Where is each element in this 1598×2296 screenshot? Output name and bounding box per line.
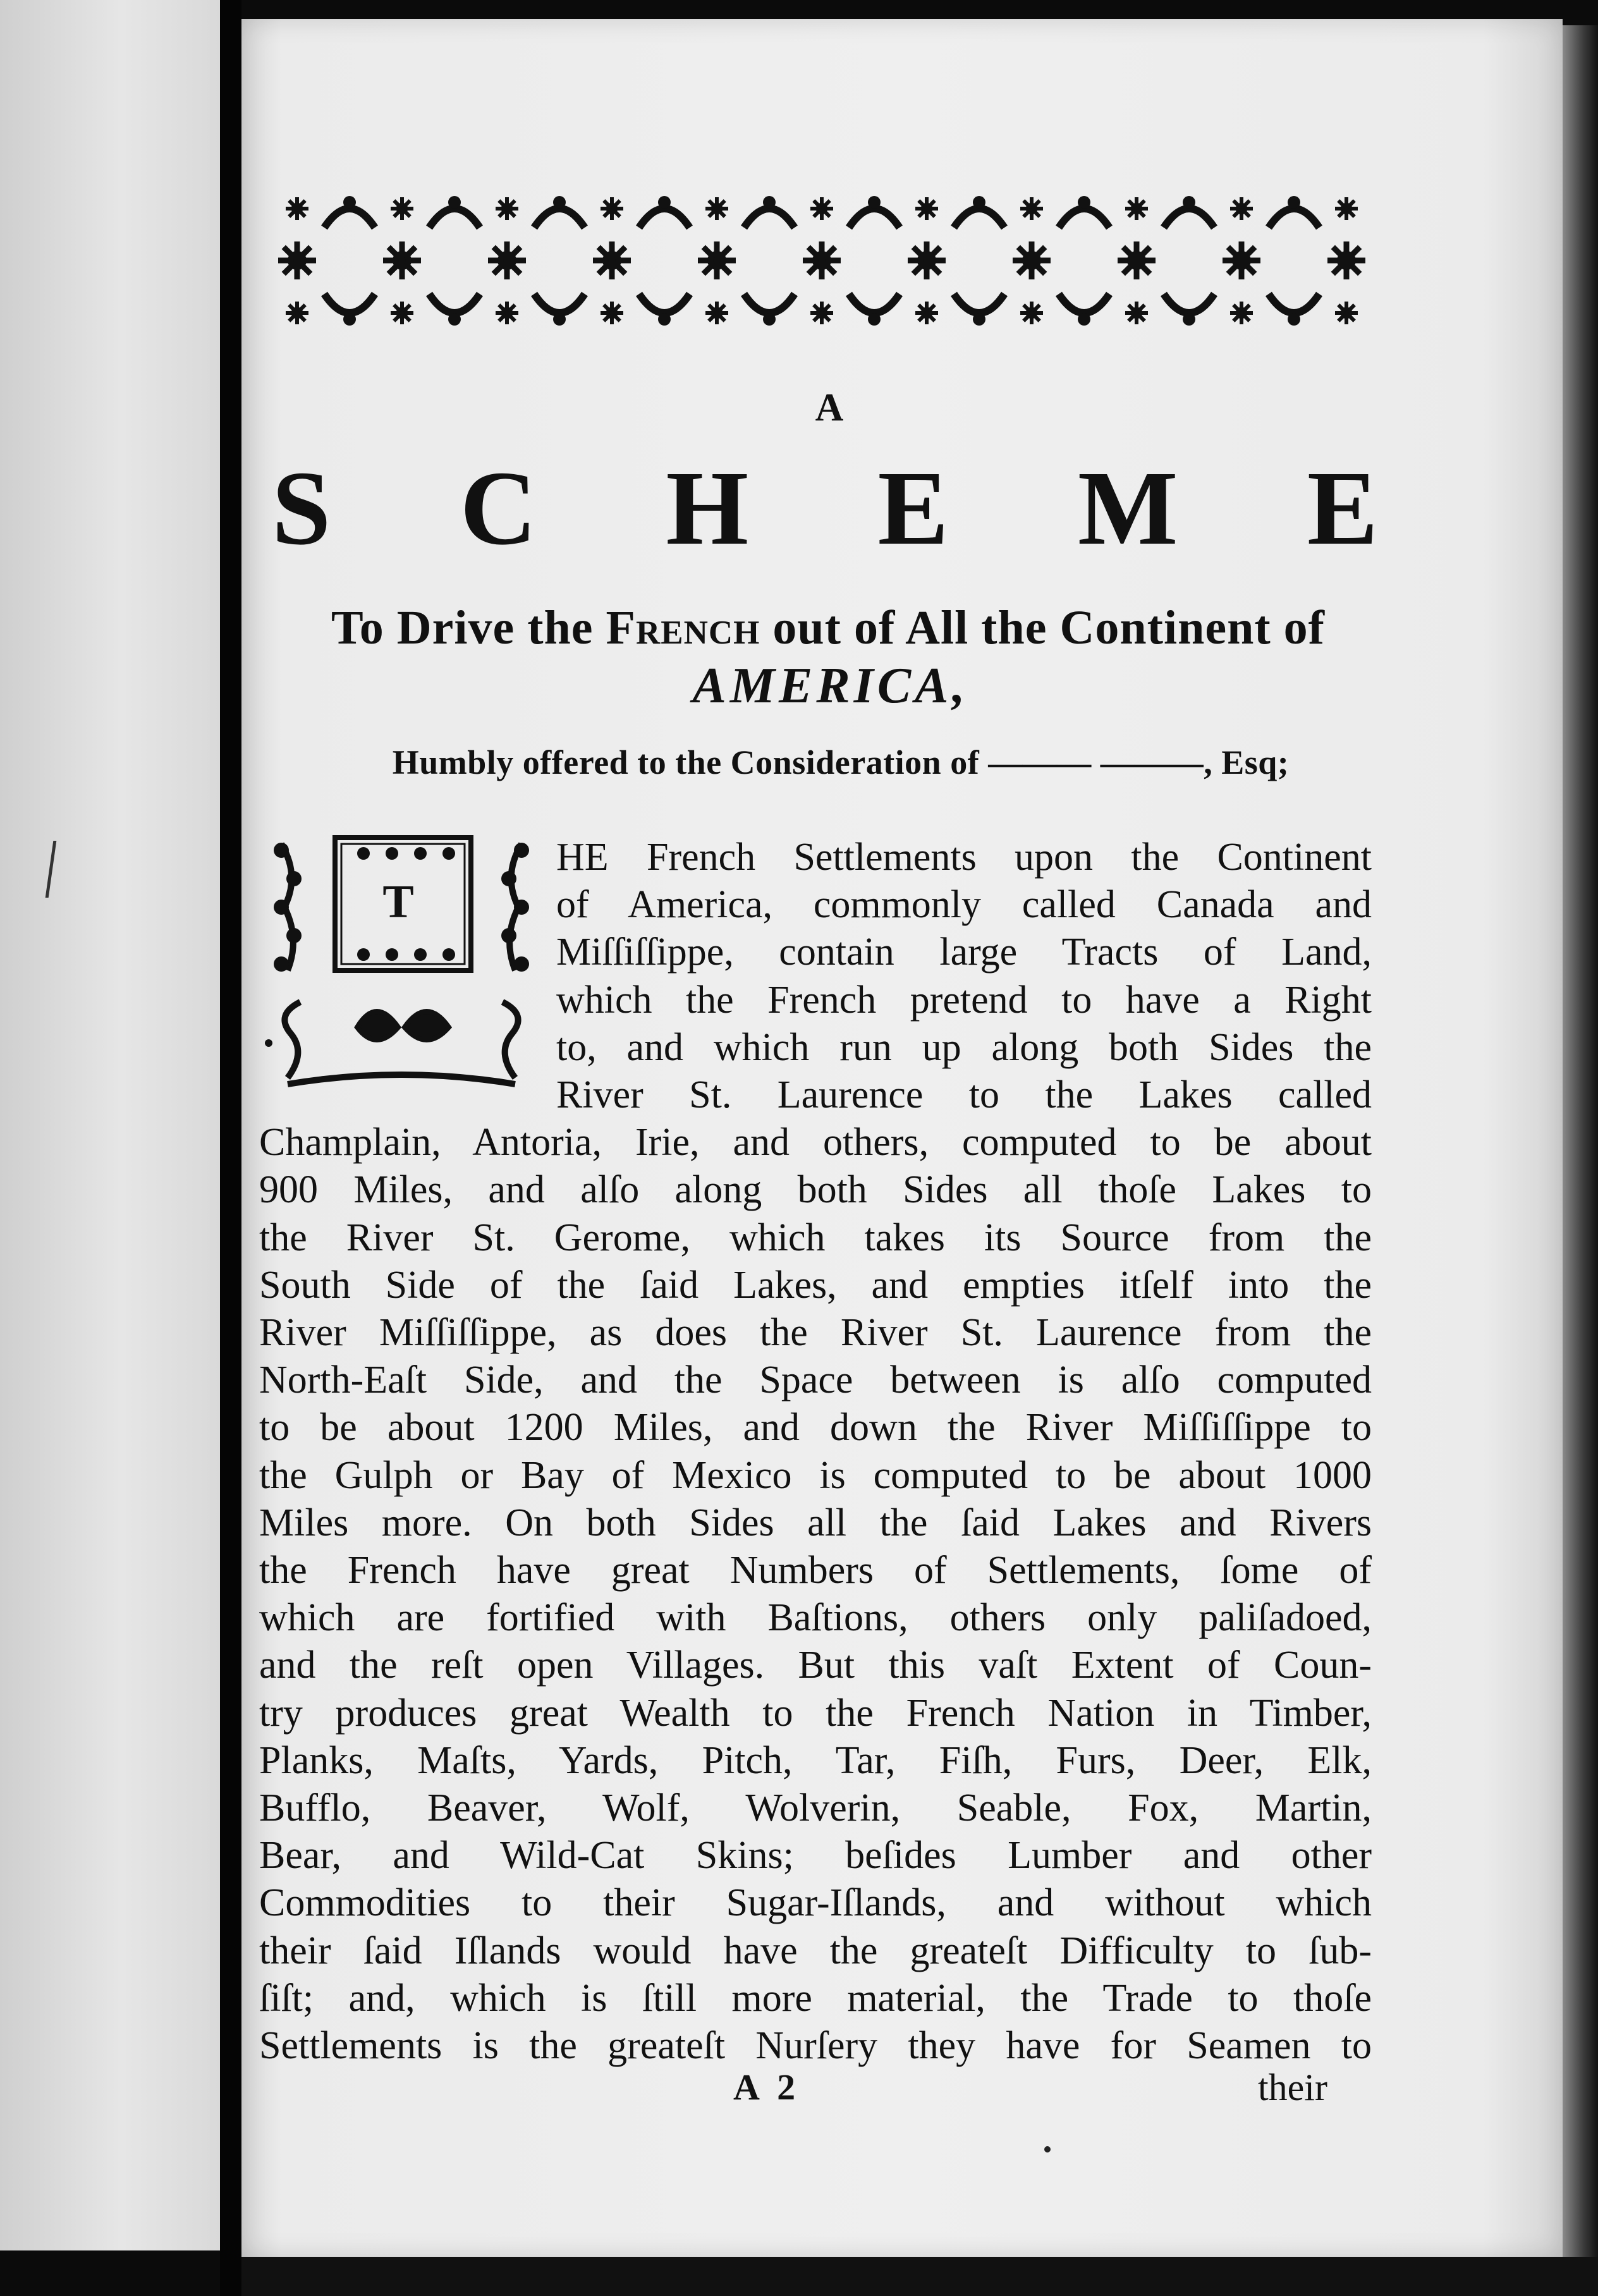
title-letter: H [666,449,749,567]
body-line: their ſaid Iſlands would have the greateſt Difficulty to ſub- [259,1929,1372,1972]
dropcap-letter: T [382,876,414,928]
body-line: ſiſt; and, which is ſtill more material, the Trade to thoſe [259,1976,1372,2020]
signature-mark: A 2 [733,2067,801,2108]
facing-page-mark [46,841,63,898]
subtitle-prefix: To Drive the [331,601,606,654]
ornamental-headpiece [278,183,1378,341]
body-line: Bear, and Wild-Cat Skins; beſides Lumber and other [259,1834,1372,1878]
title-letter: E [1307,449,1378,567]
body-line: Bufflo, Beaver, Wolf, Wolverin, Seable, Fox, Martin, [259,1786,1372,1829]
dedication-line: Humbly offered to the Consideration of ——— ———, Esq; [392,743,1290,781]
title-letter: E [877,449,949,567]
title-article: A [815,386,846,429]
body-line: River Miſſiſſippe, as does the River St. Laurence from the [259,1311,1372,1354]
dropcap-ornament [262,825,540,1097]
body-line: the River St. Gerome, which takes its Source from the [259,1216,1372,1259]
subtitle-suffix: out of All the Continent of [760,601,1325,654]
body-line: 900 Miles, and alſo along both Sides all thoſe Lakes to [259,1168,1372,1212]
ink-speck [1044,2146,1051,2152]
body-line: to, and which run up along both Sides the [556,1025,1372,1069]
title-letter: M [1077,449,1178,567]
body-line: Commodities to their Sugar-Iſlands, and without which [259,1881,1372,1925]
body-line: and the reſt open Villages. But this vaſt Extent of Coun- [259,1644,1372,1687]
body-line: which the French pretend to have a Right [556,978,1372,1022]
facing-page [0,0,220,2250]
body-line: Miſſiſſippe, contain large Tracts of Land, [556,931,1372,974]
body-line: HE French Settlements upon the Continent [556,836,1372,879]
subtitle [297,601,1359,654]
body-line: South Side of the ſaid Lakes, and empties itſelf into the [259,1263,1372,1307]
subtitle-america: AMERICA, [692,658,969,714]
body-line: the Gulph or Bay of Mexico is computed to be about 1000 [259,1453,1372,1497]
subtitle-french: French [606,601,760,654]
body-line: which are fortified with Baſtions, others only paliſadoed, [259,1596,1372,1640]
body-line: to be about 1200 Miles, and down the River Miſſiſſippe to [259,1406,1372,1450]
body-line: Champlain, Antoria, Irie, and others, computed to be about [259,1121,1372,1164]
body-line: Settlements is the greateſt Nurſery they have for Seamen to [259,2024,1372,2067]
body-line: try produces great Wealth to the French Nation in Timber, [259,1691,1372,1735]
body-line: of America, commonly called Canada and [556,883,1372,927]
body-line: the French have great Numbers of Settlements, ſome of [259,1549,1372,1592]
body-line: Planks, Maſts, Yards, Pitch, Tar, Fiſh, Furs, Deer, Elk, [259,1738,1372,1782]
body-line: Miles more. On both Sides all the ſaid Lakes and Rivers [259,1501,1372,1544]
title-letter: C [460,449,537,567]
page-edge-bottom [241,2257,1598,2296]
page-edge-right [1563,25,1598,2276]
book-gutter [220,0,241,2296]
body-line: River St. Laurence to the Lakes called [556,1073,1372,1116]
title-letter: S [272,449,331,567]
catchword: their [1258,2067,1327,2108]
body-line: North-Eaſt Side, and the Space between is alſo computed [259,1359,1372,1402]
title-scheme [272,449,1378,567]
